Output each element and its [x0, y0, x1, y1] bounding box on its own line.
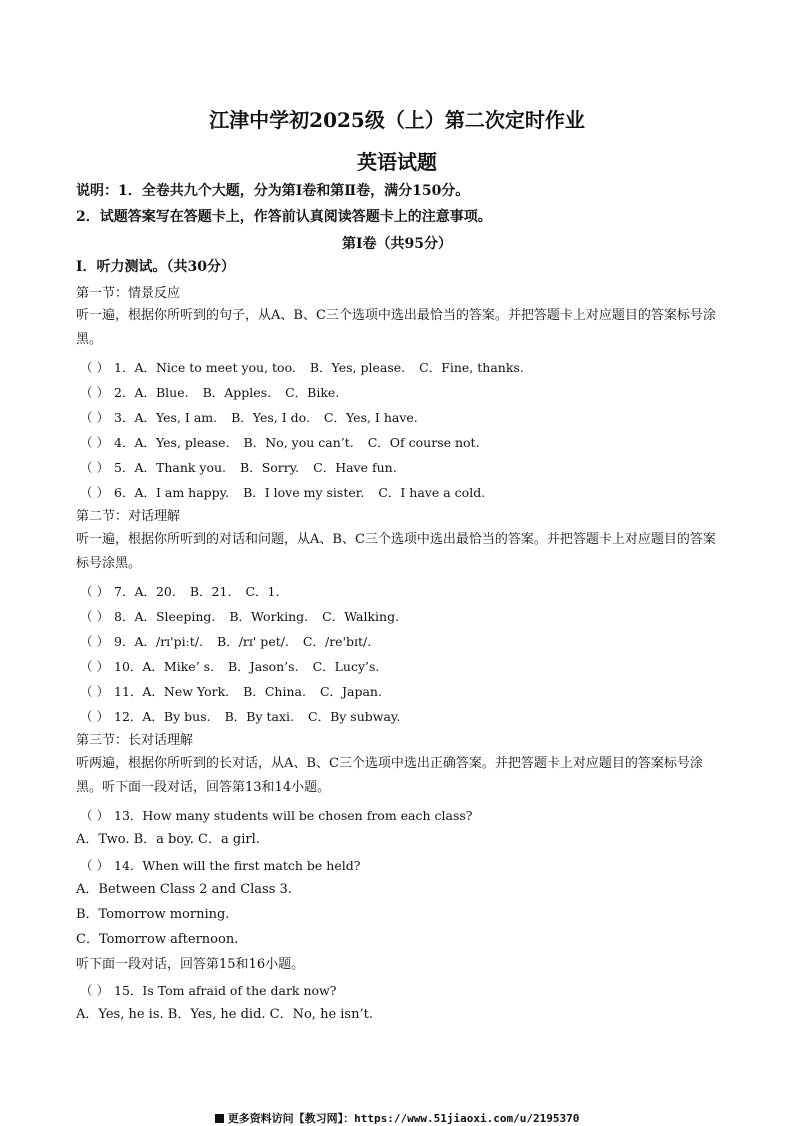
question-15-options: A．Yes, he is. B．Yes, he did. C．No, he isn’t.: [76, 1007, 373, 1022]
option-b: B．No, you can’t.: [243, 435, 354, 450]
question-row: [80, 433, 494, 451]
question-14-option-c: C．Tomorrow afternoon.: [76, 932, 239, 947]
exam-subject: 英语试题: [357, 150, 437, 174]
question-row: [80, 707, 414, 725]
option-b: B．I love my sister.: [243, 485, 365, 500]
option-a: A．New York.: [142, 684, 230, 699]
sub3-title: 第三节：长对话理解: [76, 733, 194, 748]
answer-blank[interactable]: （ ）: [80, 709, 109, 724]
question-15: [80, 981, 336, 999]
answer-blank[interactable]: （ ）: [80, 983, 109, 998]
option-b: B．Yes, please.: [309, 360, 406, 375]
option-c: C．/re'bɪt/.: [302, 634, 372, 649]
answer-blank[interactable]: （ ）: [80, 385, 109, 400]
part-one-heading: 第Ⅰ卷（共95分）: [341, 236, 453, 252]
question-14-option-b: B．Tomorrow morning.: [76, 907, 230, 922]
option-b: B．Sorry.: [240, 460, 300, 475]
option-b: B．Working.: [229, 609, 309, 624]
sub2-title: 第二节：对话理解: [76, 509, 181, 524]
footer-link[interactable]: 更多资料访问【教习网】：https://www.51jiaoxi.com/u/2195370: [227, 1112, 580, 1125]
option-a: A．Blue.: [134, 385, 189, 400]
question-13: [80, 806, 473, 824]
option-a: A．20.: [134, 584, 176, 599]
notes-line-1: 说明：1．全卷共九个大题，分为第Ⅰ卷和第Ⅱ卷，满分150分。: [76, 183, 470, 199]
option-a: A．Sleeping.: [134, 609, 216, 624]
answer-blank[interactable]: （ ）: [80, 808, 109, 823]
question-row: [80, 383, 353, 401]
option-c: C．Lucy’s.: [312, 659, 380, 674]
option-b: B．/rɪ' pet/.: [217, 634, 289, 649]
option-a: A．Thank you.: [134, 460, 227, 475]
question-number: 7．: [114, 584, 135, 599]
question-row: [80, 458, 411, 476]
option-c: C．By subway.: [308, 709, 401, 724]
question-stem: 13．How many students will be chosen from each class?: [114, 808, 473, 823]
option-a: A．I am happy.: [134, 485, 230, 500]
option-a: A．Mike’ s.: [142, 659, 215, 674]
question-number: 5．: [114, 460, 135, 475]
option-a: A．Yes, I am.: [134, 410, 218, 425]
option-c: C．Have fun.: [313, 460, 397, 475]
answer-blank[interactable]: （ ）: [80, 659, 109, 674]
option-c: C．Fine, thanks.: [419, 360, 524, 375]
answer-blank[interactable]: （ ）: [80, 460, 109, 475]
sub2-instruction: 听一遍，根据你所听到的对话和问题，从A、B、C三个选项中选出最恰当的答案。并把答题卡上对应题目的答案标号涂黑。: [76, 532, 716, 571]
flag-icon: [215, 1114, 224, 1123]
answer-blank[interactable]: （ ）: [80, 360, 109, 375]
answer-blank[interactable]: （ ）: [80, 609, 109, 624]
answer-blank[interactable]: （ ）: [80, 435, 109, 450]
sub1-instruction: 听一遍，根据你所听到的句子，从A、B、C三个选项中选出最恰当的答案。并把答题卡上对应题目的答案标号涂黑。: [76, 308, 716, 347]
option-a: A．By bus.: [142, 709, 211, 724]
question-row: [80, 582, 293, 600]
question-row: [80, 408, 432, 426]
option-c: C．1.: [245, 584, 280, 599]
question-row: [80, 682, 396, 700]
option-b: B．Apples.: [202, 385, 272, 400]
question-number: 8．: [114, 609, 135, 624]
question-13-options: A．Two. B．a boy. C．a girl.: [76, 832, 260, 847]
question-row: [80, 657, 393, 675]
section-listening-heading: Ⅰ．听力测试。（共30分）: [76, 259, 236, 275]
answer-blank[interactable]: （ ）: [80, 634, 109, 649]
question-stem: 14．When will the first match be held?: [114, 858, 361, 873]
question-number: 10．: [114, 659, 143, 674]
exam-title: 江津中学初2025级（上）第二次定时作业: [209, 108, 585, 132]
question-row: [80, 358, 538, 376]
question-stem: 15．Is Tom afraid of the dark now?: [114, 983, 337, 998]
question-number: 2．: [114, 385, 135, 400]
question-number: 6．: [114, 485, 135, 500]
sub1-title: 第一节：情景反应: [76, 286, 181, 301]
option-c: C．Yes, I have.: [323, 410, 418, 425]
question-number: 1．: [114, 360, 135, 375]
question-row: [80, 607, 413, 625]
question-number: 11．: [114, 684, 143, 699]
question-number: 9．: [114, 634, 135, 649]
question-row: [80, 483, 499, 501]
option-c: C．Bike.: [285, 385, 340, 400]
answer-blank[interactable]: （ ）: [80, 584, 109, 599]
question-14: [80, 856, 360, 874]
question-number: 3．: [114, 410, 135, 425]
answer-blank[interactable]: （ ）: [80, 485, 109, 500]
option-c: C．I have a cold.: [378, 485, 486, 500]
notes-line-2: 2．试题答案写在答题卡上，作答前认真阅读答题卡上的注意事项。: [76, 209, 492, 225]
option-b: B．21.: [189, 584, 232, 599]
question-row: [80, 632, 385, 650]
question-14-option-a: A．Between Class 2 and Class 3.: [76, 882, 292, 897]
option-a: A．/rɪ'piːt/.: [134, 634, 204, 649]
sub3-instruction: 听两遍，根据你所听到的长对话，从A、B、C三个选项中选出正确答案。并把答题卡上对应题目的答案标号涂黑。听下面一段对话，回答第13和14小题。: [76, 756, 703, 795]
option-b: B．By taxi.: [224, 709, 295, 724]
option-b: B．Jason’s.: [228, 659, 299, 674]
answer-blank[interactable]: （ ）: [80, 684, 109, 699]
question-number: 4．: [114, 435, 135, 450]
option-b: B．Yes, I do.: [231, 410, 310, 425]
option-a: A．Nice to meet you, too.: [134, 360, 296, 375]
option-c: C．Japan.: [319, 684, 382, 699]
option-c: C．Walking.: [322, 609, 400, 624]
answer-blank[interactable]: （ ）: [80, 858, 109, 873]
option-b: B．China.: [243, 684, 306, 699]
option-c: C．Of course not.: [367, 435, 480, 450]
dialog-2-instruction: 听下面一段对话，回答第15和16小题。: [76, 957, 305, 972]
answer-blank[interactable]: （ ）: [80, 410, 109, 425]
question-number: 12．: [114, 709, 143, 724]
option-a: A．Yes, please.: [134, 435, 230, 450]
